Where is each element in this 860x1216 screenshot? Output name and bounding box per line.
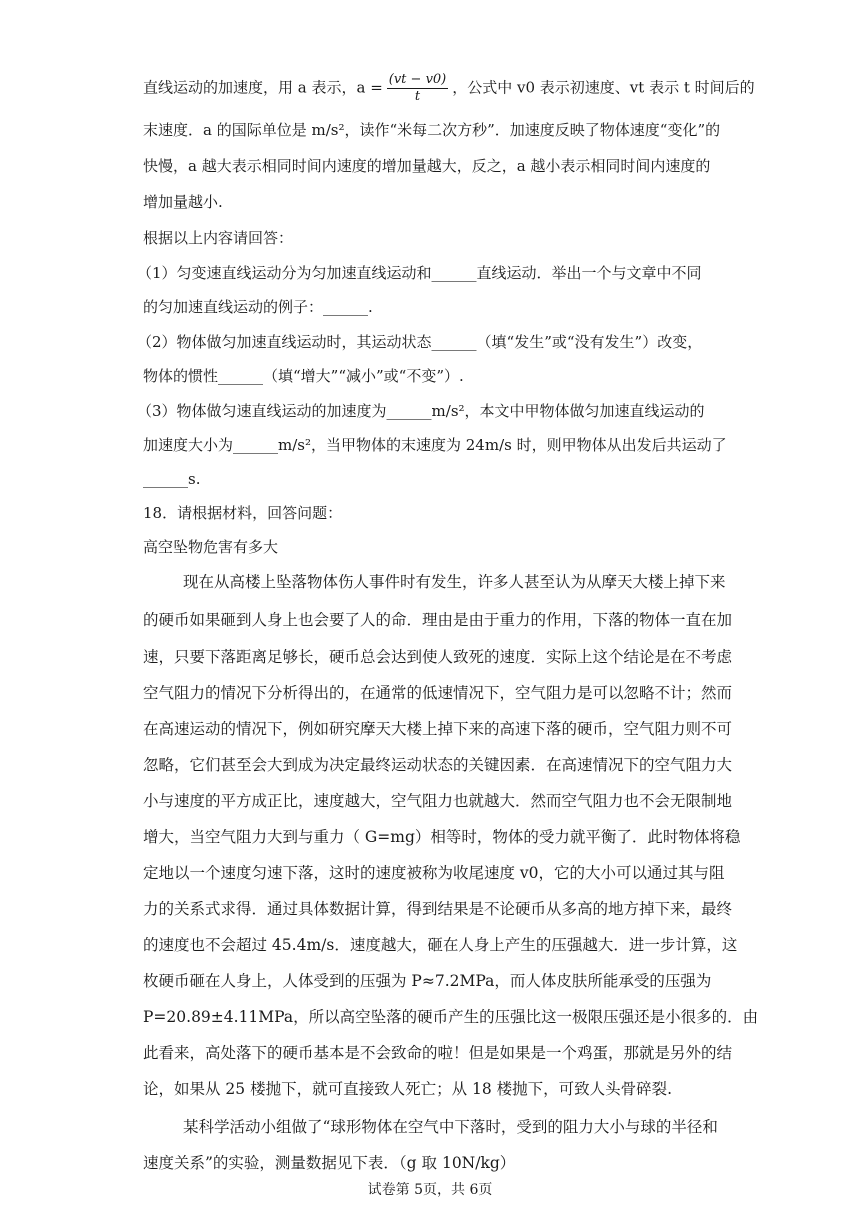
article-line: 论，如果从 25 楼抛下，就可直接致人死亡；从 18 楼抛下，可致人头骨碎裂. bbox=[143, 1080, 673, 1098]
fraction-numerator: (vt − v0) bbox=[388, 72, 447, 87]
article-line: 增大，当空气阻力大到与重力（ G=mg）相等时，物体的受力就平衡了．此时物体将稳 bbox=[143, 828, 741, 846]
article-line: 力的关系式求得．通过具体数据计算，得到结果是不论硬币从多高的地方掉下来，最终 bbox=[143, 900, 733, 918]
article-title: 高空坠物危害有多大 bbox=[143, 538, 279, 556]
article-line: 忽略，它们甚至会大到成为决定最终运动状态的关键因素．在高速情况下的空气阻力大 bbox=[143, 756, 733, 774]
article-line: 的速度也不会超过 45.4m/s．速度越大，砸在人身上产生的压强越大．进一步计算，这 bbox=[143, 936, 738, 954]
article-line: 定地以一个速度匀速下落，这时的速度被称为收尾速度 v0，它的大小可以通过其与阻 bbox=[143, 864, 725, 882]
fraction-denominator: t bbox=[414, 89, 421, 104]
article-line: 小与速度的平方成正比，速度越大，空气阻力也就越大．然而空气阻力也不会无限制地 bbox=[143, 792, 733, 810]
article-line: 某科学活动小组做了“球形物体在空气中下落时，受到的阻力大小与球的半径和 bbox=[183, 1118, 718, 1136]
article-line: 此看来，高处落下的硬币基本是不会致命的啦！但是如果是一个鸡蛋，那就是另外的结 bbox=[143, 1044, 733, 1062]
question-1-line: （1）匀变速直线运动分为匀加速直线运动和______直线运动．举出一个与文章中不同 bbox=[137, 264, 702, 282]
article-line: 空气阻力的情况下分析得出的，在通常的低速情况下，空气阻力是可以忽略不计；然而 bbox=[143, 684, 733, 702]
paragraph-line: 末速度．a 的国际单位是 m/s²，读作“米每二次方秒”．加速度反映了物体速度“变化”的 bbox=[143, 121, 721, 139]
question-1-line: 的匀加速直线运动的例子：______. bbox=[143, 298, 373, 316]
text-segment: ，公式中 v0 表示初速度、vt 表示 t 时间后的 bbox=[452, 78, 755, 97]
question-18-heading: 18．请根据材料，回答问题： bbox=[143, 504, 343, 522]
article-line: 速度关系”的实验，测量数据见下表．（g 取 10N/kg） bbox=[143, 1154, 516, 1172]
question-3-line: ______s. bbox=[143, 470, 201, 488]
article-line: 的硬币如果砸到人身上也会要了人的命．理由是由于重力的作用，下落的物体一直在加 bbox=[143, 611, 733, 629]
question-2-line: （2）物体做匀加速直线运动时，其运动状态______（填“发生”或“没有发生”）改变， bbox=[137, 333, 703, 351]
paragraph-line: 快慢，a 越大表示相同时间内速度的增加量越大，反之，a 越小表示相同时间内速度的 bbox=[143, 157, 711, 175]
article-line: 在高速运动的情况下，例如研究摩天大楼上掉下来的高速下落的硬币，空气阻力则不可 bbox=[143, 720, 733, 738]
page-footer: 试卷第 5页，共 6页 bbox=[367, 1182, 493, 1198]
paragraph-line bbox=[143, 73, 755, 104]
article-line: P=20.89±4.11MPa，所以高空坠落的硬币产生的压强比这一极限压强还是小很多的．由 bbox=[143, 1008, 759, 1026]
article-line: 枚硬币砸在人身上，人体受到的压强为 P≈7.2MPa，而人体皮肤所能承受的压强为 bbox=[143, 972, 712, 990]
article-line: 速，只要下落距离足够长，硬币总会达到使人致死的速度．实际上这个结论是在不考虑 bbox=[143, 648, 733, 666]
question-3-line: （3）物体做匀速直线运动的加速度为______m/s²，本文中甲物体做匀加速直线运动的 bbox=[137, 402, 705, 420]
acceleration-formula-fraction bbox=[387, 73, 448, 104]
answer-prompt: 根据以上内容请回答： bbox=[143, 229, 294, 247]
text-segment: 直线运动的加速度，用 a 表示，a = bbox=[143, 78, 383, 97]
question-3-line: 加速度大小为______m/s²，当甲物体的末速度为 24m/s 时，则甲物体从出发后共运动了 bbox=[143, 436, 727, 454]
paragraph-line: 增加量越小. bbox=[143, 193, 223, 211]
question-2-line: 物体的惯性______（填“增大”“减小”或“不变”）. bbox=[143, 367, 464, 385]
article-line: 现在从高楼上坠落物体伤人事件时有发生，许多人甚至认为从摩天大楼上掉下来 bbox=[183, 573, 726, 591]
